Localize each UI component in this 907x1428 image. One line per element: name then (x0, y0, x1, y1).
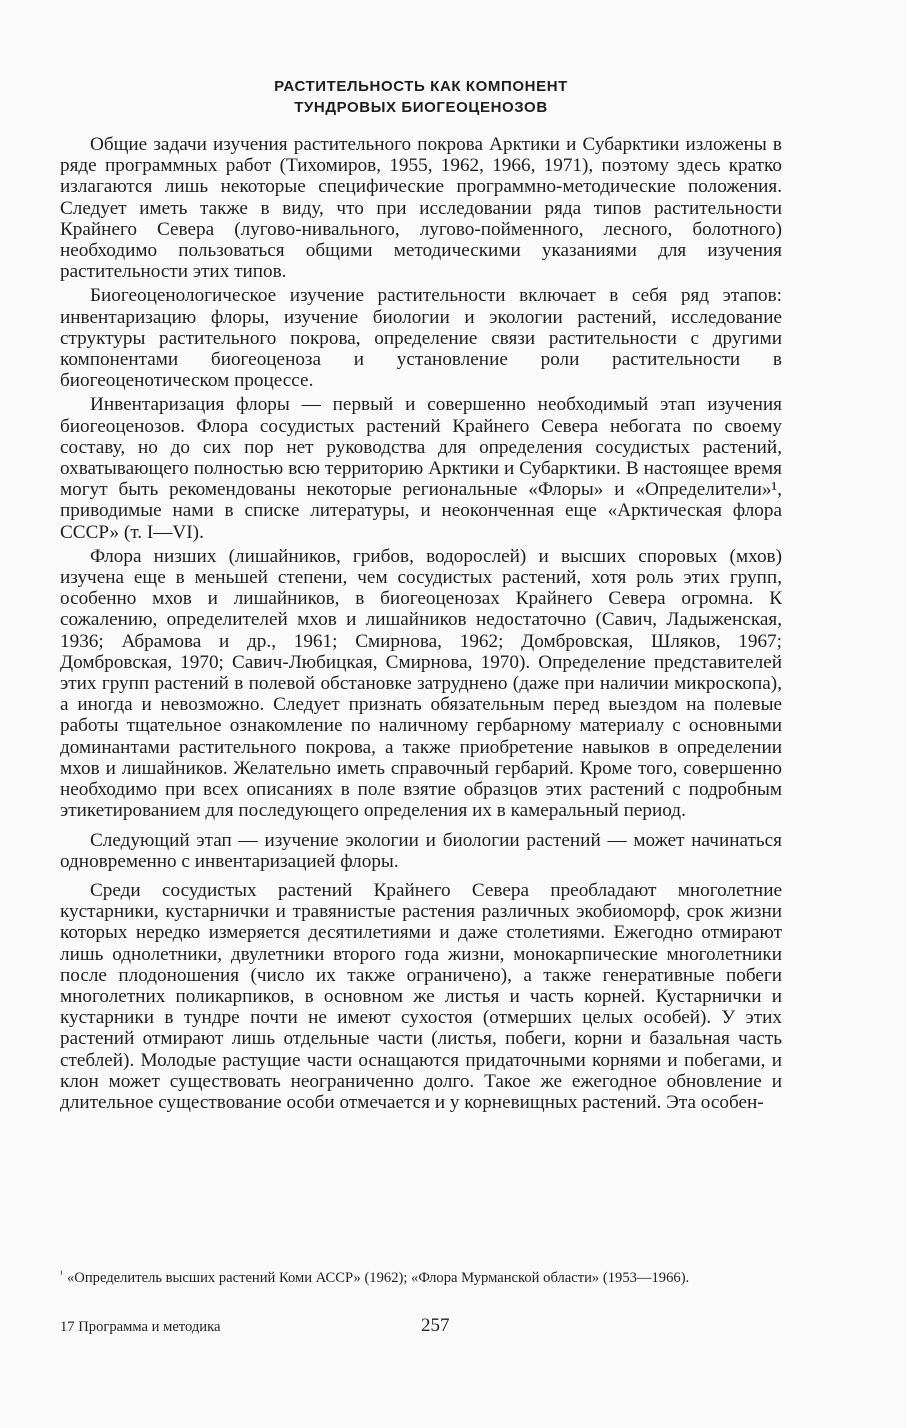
paragraph-3: Инвентаризация флоры — первый и совершенно необходимый этап изучения биогеоценозов. Флора сосудистых растений Крайнего Севера небогата по своему составу, но до сих пор нет руководства для определения сосудистых растений, охватывающего полностью всю территорию Арктики и Субарктики. В настоящее время могут быть рекомендованы некоторые региональные «Флоры» и «Определители»¹, приводимые нами в списке литературы, и неоконченная еще «Арктическая флора СССР» (т. I—VI). (60, 394, 782, 543)
paragraph-4: Флора низших (лишайников, грибов, водорослей) и высших споровых (мхов) изучена еще в меньшей степени, чем сосудистых растений, хотя роль этих групп, особенно мхов и лишайников, в биогеоценозах Крайнего Севера огромна. К сожалению, определителей мхов и лишайников недостаточно (Савич, Ладыженская, 1936; Абрамова и др., 1961; Смирнова, 1962; Домбровская, Шляков, 1967; Домбровская, 1970; Савич-Любицкая, Смирнова, 1970). Определение представителей этих групп растений в полевой обстановке затруднено (даже при наличии микроскопа), а иногда и невозможно. Следует признать обязательным перед выездом на полевые работы тщательное ознакомление по наличному гербарному материалу с основными доминантами растительного покрова, а также приобретение навыков в определении мхов и лишайников. Желательно иметь справочный гербарий. Кроме того, совершенно необходимо при всех описаниях в поле взятие образцов этих растений с подробным этикетированием для последующего определения их в камеральный период. (60, 545, 782, 822)
page-footer (60, 1317, 782, 1339)
footnote-marker: ¹ (60, 1269, 63, 1280)
signature-mark: 17 Программа и методика (60, 1319, 221, 1335)
paragraph-5: Следующий этап — изучение экологии и биологии растений — может начинаться одновременно с инвентаризацией флоры. (60, 829, 782, 872)
page (60, 72, 782, 1116)
paragraph-2: Биогеоценологическое изучение растительности включает в себя ряд этапов: инвентаризацию флоры, изучение биологии и экологии растений, исследование структуры растительного покрова, определение связи растительности с другими компонентами биогеоценоза и установление роли растительности в биогеоценотическом процессе. (60, 285, 782, 392)
page-number: 257 (421, 1315, 450, 1336)
article-body (60, 134, 782, 1113)
article-title (60, 76, 782, 118)
paragraph-6: Среди сосудистых растений Крайнего Севера преобладают многолетние кустарники, кустарнички и травянистые растения различных экобиоморф, срок жизни которых нередко измеряется десятилетиями и даже столетиями. Ежегодно отмирают лишь однолетники, двулетники второго года жизни, монокарпические многолетники после плодоношения (число их также ограничено), а также генеративные побеги многолетних поликарпиков, в основном же листья и часть корней. Кустарнички и кустарники в тундре почти не имеют сухостоя (отмерших целых особей). У этих растений отмирают лишь отдельные части (листья, побеги, корни и базальная часть стеблей). Молодые растущие части оснащаются придаточными корнями и побегами, и клон может существовать неограниченно долго. Такое же ежегодное обновление и длительное существование особи отмечается и у корневищных растений. Эта особен- (60, 879, 782, 1113)
title-line-1: РАСТИТЕЛЬНОСТЬ КАК КОМПОНЕНТ (274, 78, 568, 95)
paragraph-1: Общие задачи изучения растительного покрова Арктики и Субарктики изложены в ряде программных работ (Тихомиров, 1955, 1962, 1966, 1971), поэтому здесь кратко излагаются лишь некоторые специфические программно-методические положения. Следует иметь также в виду, что при исследовании ряда типов растительности Крайнего Севера (лугово-нивального, лугово-пойменного, лесного, болотного) необходимо пользоваться общими методическими указаниями для изучения растительности этих типов. (60, 134, 782, 283)
footnote (60, 1266, 782, 1287)
footnote-text: «Определитель высших растений Коми АССР» (1962); «Флора Мурманской области» (1953—1966). (67, 1270, 690, 1286)
title-line-2: ТУНДРОВЫХ БИОГЕОЦЕНОЗОВ (294, 99, 548, 116)
